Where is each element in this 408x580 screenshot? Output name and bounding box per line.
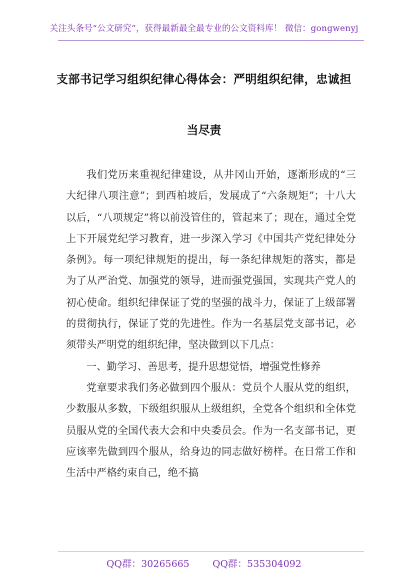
header-divider [58, 40, 364, 41]
document-title-line-1: 支部书记学习组织纪律心得体会：严明组织纪律，忠诚担 [56, 72, 352, 86]
document-title-line-2: 当尽责 [186, 123, 222, 137]
footer-qq-group-1: QQ群：30265665 [106, 559, 190, 570]
document-body [66, 165, 356, 484]
page-footer [0, 556, 408, 570]
footer-qq-group-2: QQ群：535304092 [212, 559, 302, 570]
body-paragraph: 我们党历来重视纪律建设，从井冈山开始，逐渐形成的“三大纪律八项注意”；到西柏坡后，发展成了“六条规矩”；十八大以后，“八项规定”将以前没管住的，管起来了；现在，通过全党上下开展党纪学习教育，进一步深入学习《中国共产党纪律处分条例》。每一项纪律规矩的提出，每一条纪律规矩的落实，都是为了从严治党、加强党的领导，进而强党强国，实现共产党人的初心使命。组织纪律保证了党的坚强的战斗力，保证了上级部署的贯彻执行，保证了党的先进性。作为一名基层党支部书记，必须带头严明党的组织纪律，坚决做到以下几点： [66, 170, 356, 352]
footer-divider [58, 551, 364, 552]
section-heading: 一、勤学习、善思考，提升思想觉悟，增强党性修养 [86, 361, 321, 373]
body-paragraph: 党章要求我们务必做到四个服从：党员个人服从党的组织，少数服从多数，下级组织服从上级组织，全党各个组织和全体党员服从党的全国代表大会和中央委员会。作为一名支部书记，更应该率先做到四个服从，给身边的同志做好榜样。在日常工作和生活中严格约束自己，绝不搞 [66, 382, 356, 480]
page-header-banner: 关注头条号“公文研究”，获得最新最全最专业的公文资料库！ 微信：gongwenyj [49, 24, 359, 34]
